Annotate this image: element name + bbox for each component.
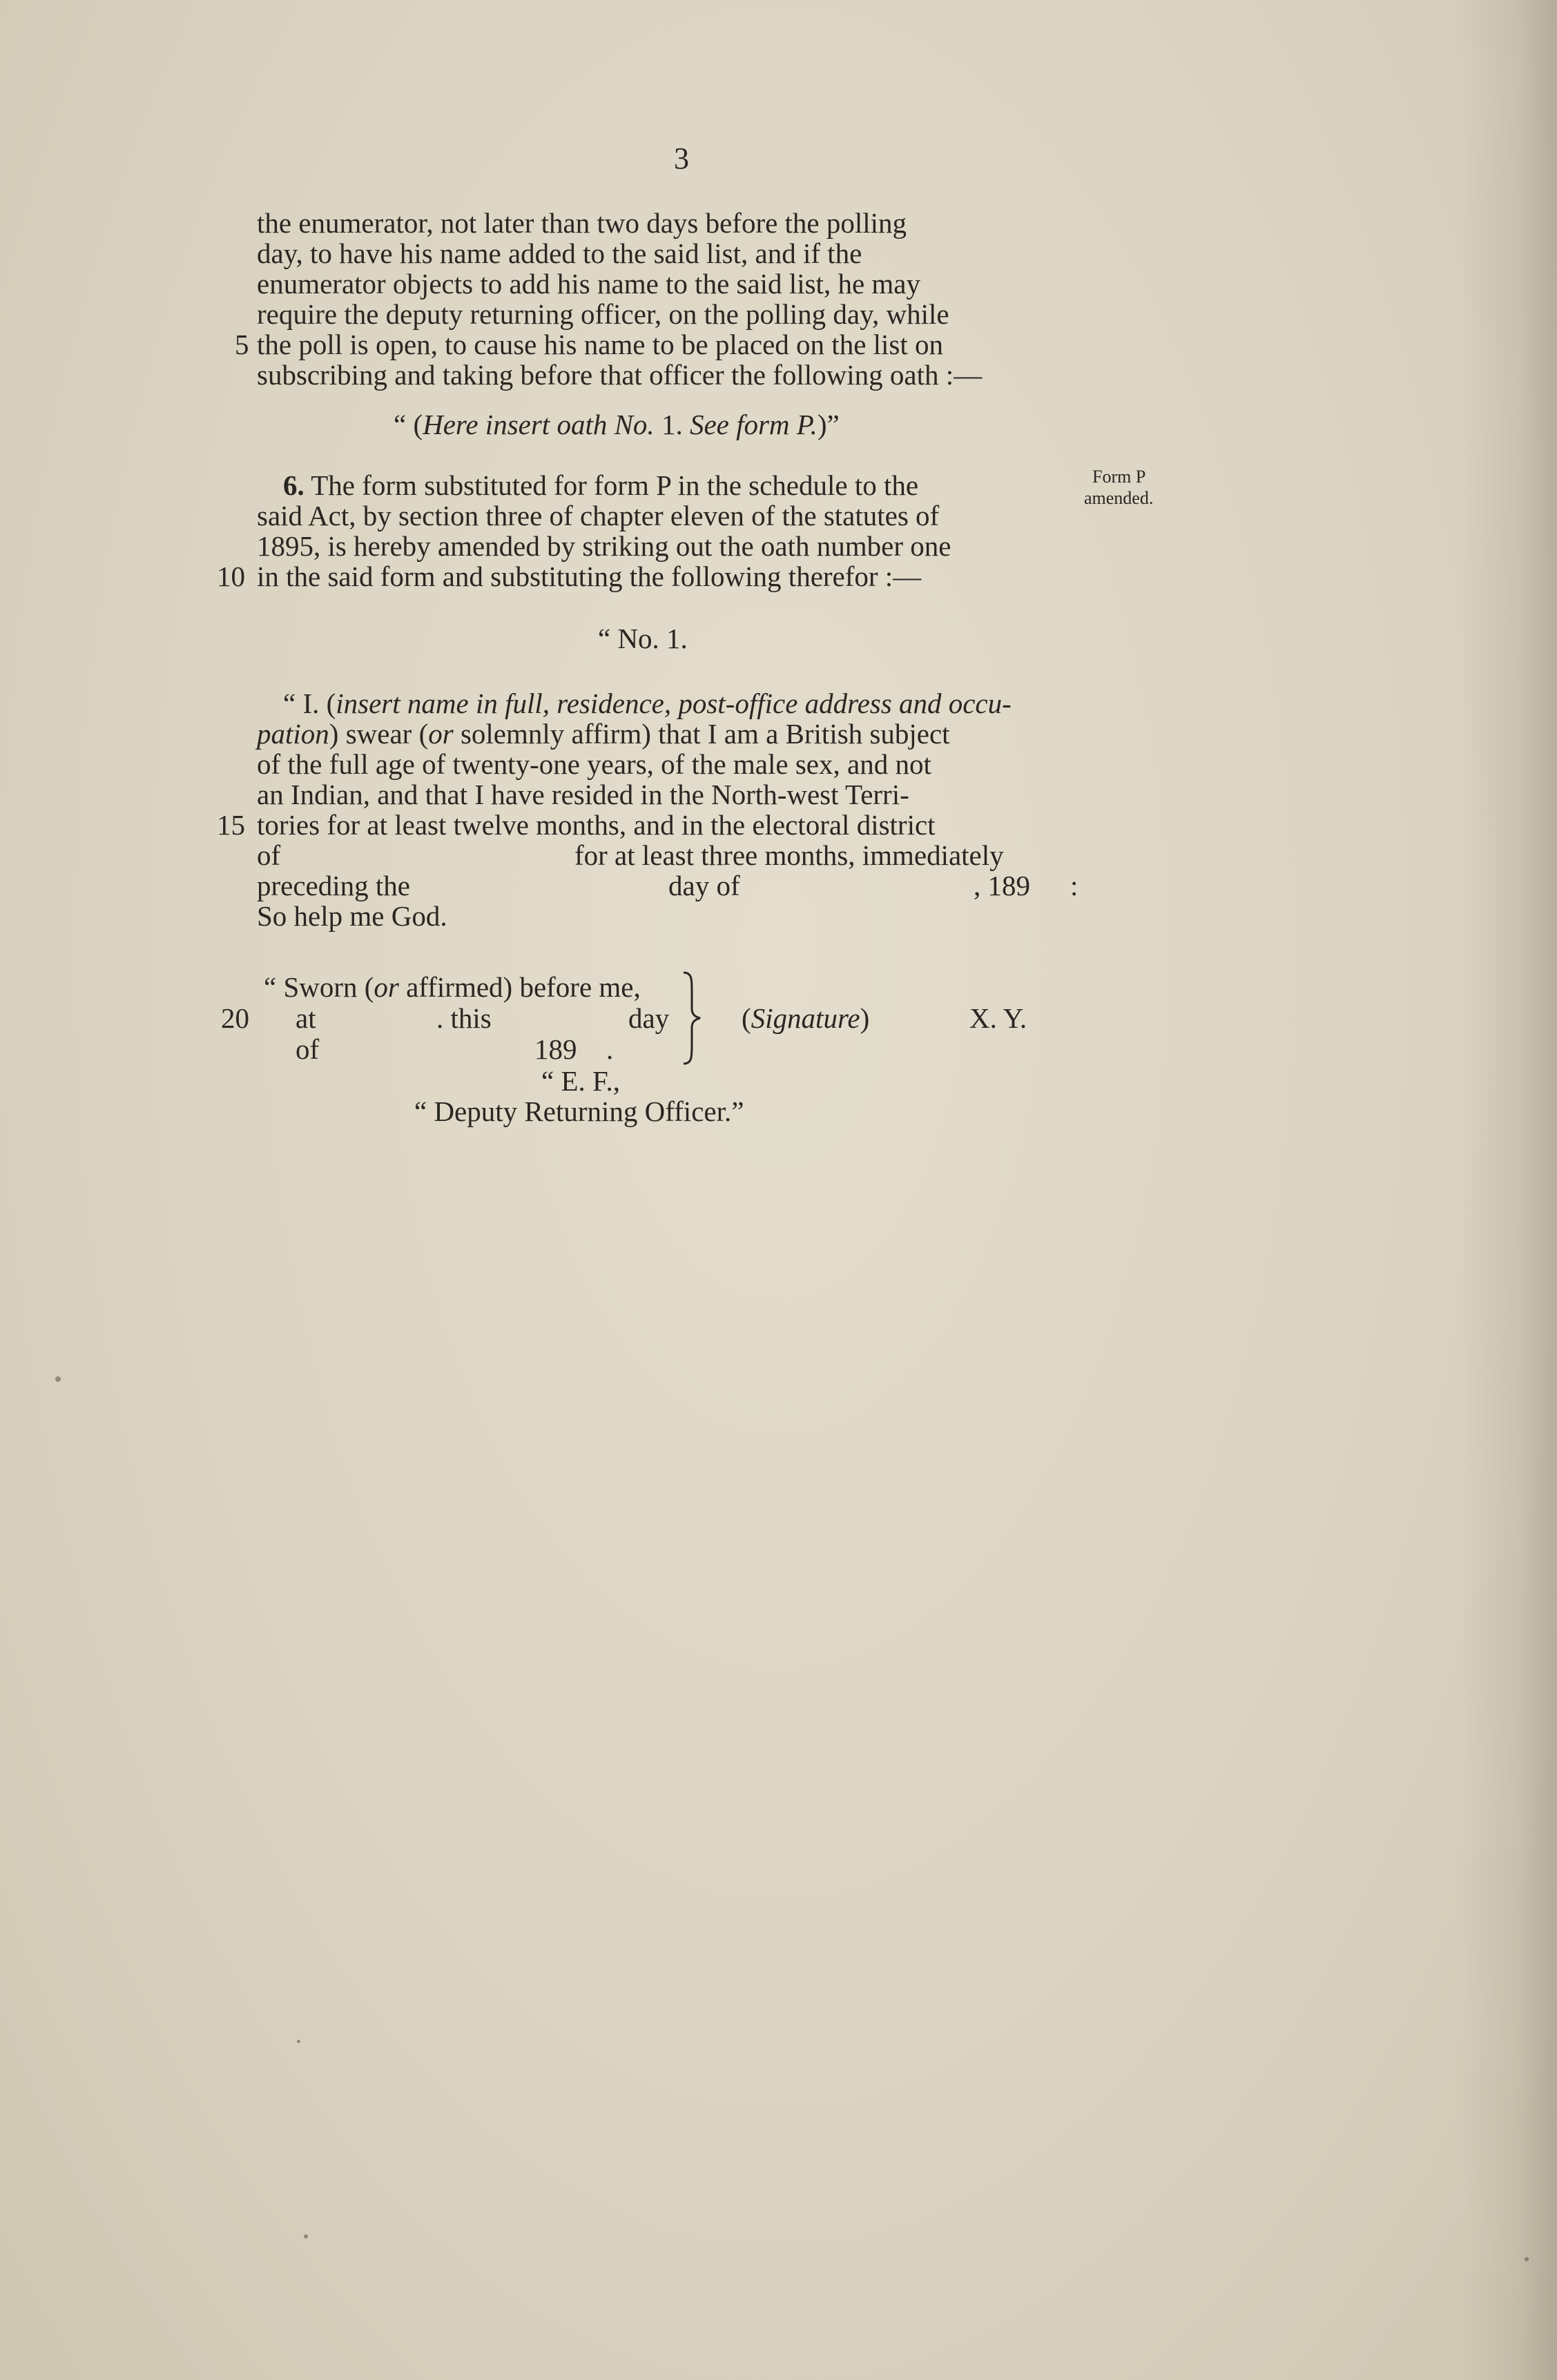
oath-text: “ I. ( <box>283 687 336 719</box>
oath-text: ) swear ( <box>329 718 429 750</box>
sworn-text: “ Sworn ( <box>264 971 374 1003</box>
sworn-line <box>264 973 641 1002</box>
line-number: 5 <box>235 329 249 360</box>
oath-line: for at least three months, immediately <box>574 839 1004 871</box>
oath-line: So help me God. <box>257 900 447 932</box>
page-number: 3 <box>674 142 689 175</box>
text-line: 1895, is hereby amended by striking out the oath number one <box>257 530 951 562</box>
text-line: enumerator objects to add his name to the said list, he may <box>257 268 920 300</box>
signature-initials: X. Y. <box>969 1002 1027 1034</box>
oath-text: solemnly affirm) that I am a British subject <box>453 718 950 750</box>
section-6-first-line <box>283 471 918 500</box>
oath-line <box>257 720 950 748</box>
text-line: day, to have his name added to the said list, and if the <box>257 237 862 269</box>
oath-italic: or <box>428 718 454 750</box>
sworn-blank-this: . this <box>436 1002 492 1034</box>
signature-italic: Signature <box>751 1002 860 1034</box>
oath-heading: “ No. 1. <box>598 623 688 654</box>
oath-blank-day: day of <box>668 870 740 901</box>
oath-line: of the full age of twenty-one years, of the male sex, and not <box>257 748 931 780</box>
oath-reference-italic: Here insert oath No. <box>423 409 655 440</box>
oath-reference-open: “ ( <box>394 409 423 440</box>
sworn-blank-day: day <box>628 1002 670 1034</box>
margin-note: amended. <box>1084 488 1154 508</box>
page-edge-shadow <box>1460 0 1557 2380</box>
paper-speck <box>55 1376 61 1382</box>
text-line: subscribing and taking before that officer the following oath :— <box>257 359 983 391</box>
oath-italic: pation <box>257 718 329 750</box>
oath-reference-number: 1. <box>654 409 690 440</box>
oath-reference-close: )” <box>817 409 840 440</box>
paper-speck <box>297 2040 300 2043</box>
sworn-year: 189 <box>534 1033 577 1065</box>
text-line: in the said form and substituting the following therefor :— <box>257 560 922 592</box>
officer-title: “ Deputy Returning Officer.” <box>414 1095 744 1127</box>
sworn-blank-of: of <box>296 1033 320 1065</box>
sworn-text: affirmed) before me, <box>398 971 641 1003</box>
oath-line: tories for at least twelve months, and in the electoral district <box>257 809 936 841</box>
text-line: the poll is open, to cause his name to be placed on the list on <box>257 329 944 360</box>
oath-reference-italic: See form P. <box>689 409 818 440</box>
sworn-blank-at: at <box>296 1002 316 1034</box>
margin-note: Form P <box>1092 467 1146 487</box>
signature-open: ( <box>742 1002 751 1034</box>
section-number: 6. <box>283 469 304 501</box>
text-line: the enumerator, not later than two days before the polling <box>257 207 907 239</box>
line-number: 10 <box>217 560 245 592</box>
paper-speck <box>304 2234 308 2238</box>
paper-speck <box>1525 2257 1529 2261</box>
line-number: 20 <box>221 1002 249 1034</box>
oath-blank-year: , 189 <box>974 870 1030 901</box>
oath-blank-district: of <box>257 839 281 871</box>
oath-line <box>283 687 1012 719</box>
sworn-period: . <box>606 1033 614 1065</box>
oath-italic: insert name in full, residence, post-office address and occu- <box>336 687 1012 719</box>
line-number: 15 <box>217 809 245 841</box>
right-brace-icon <box>681 970 703 1066</box>
oath-reference <box>394 411 840 439</box>
text-line: The form substituted for form P in the schedule to the <box>304 469 919 501</box>
oath-blank-preceding: preceding the <box>257 870 410 901</box>
oath-line: an Indian, and that I have resided in the North-west Terri- <box>257 779 909 810</box>
text-line: require the deputy returning officer, on the polling day, while <box>257 298 949 330</box>
officer-initials: “ E. F., <box>541 1065 621 1097</box>
sworn-italic: or <box>374 971 399 1003</box>
signature-label <box>742 1004 869 1033</box>
oath-colon: : <box>1070 870 1079 901</box>
signature-close: ) <box>860 1002 870 1034</box>
text-line: said Act, by section three of chapter eleven of the statutes of <box>257 500 940 531</box>
